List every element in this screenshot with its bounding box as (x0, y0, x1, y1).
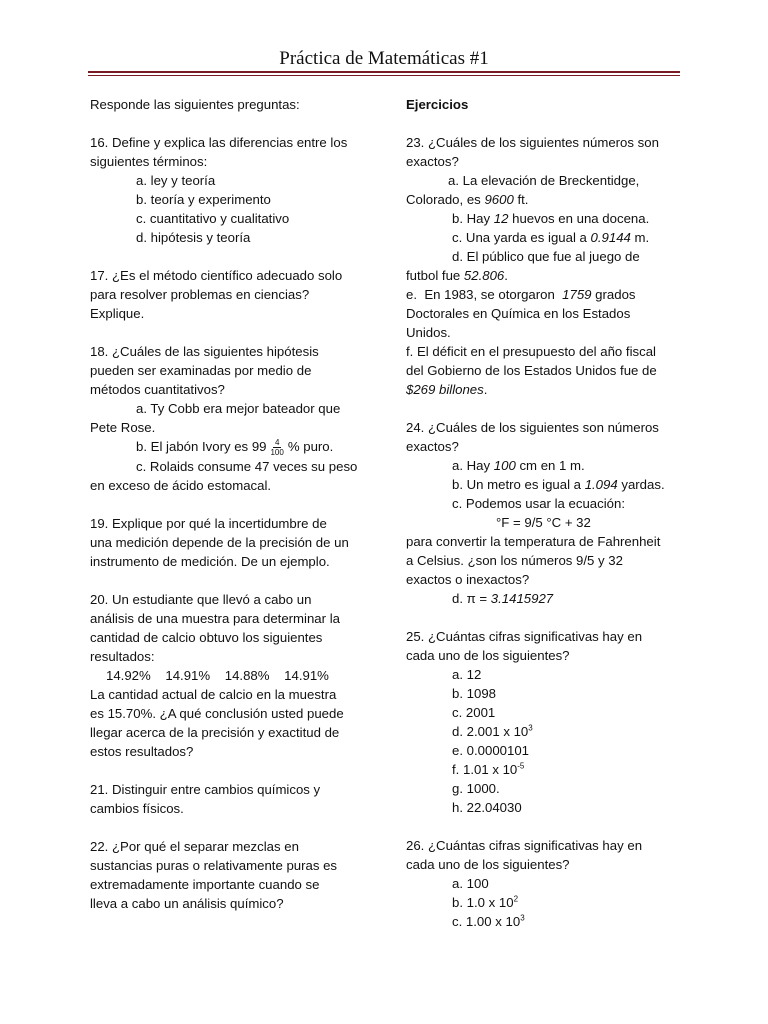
option-e: e. 0.0000101 (452, 743, 530, 758)
question-text: 26. ¿Cuántas cifras significativas hay en (406, 838, 643, 853)
question-17 (90, 266, 380, 323)
option-a: a. La elevación de Breckentidge, (448, 173, 640, 188)
question-text: estos resultados? (90, 744, 194, 760)
question-24 (406, 418, 698, 608)
option-a: a. 12 (452, 667, 482, 682)
question-18 (90, 342, 380, 495)
question-text: una medición depende de la precisión de un (90, 535, 349, 551)
question-text: 16. Define y explica las diferencias entre los (90, 135, 348, 150)
question-text: para resolver problemas en ciencias? (90, 287, 310, 302)
option-d: d. π = 3.1415927 (452, 591, 554, 606)
question-20 (90, 590, 380, 761)
option-f: f. 1.01 x $10^{-5}$ (452, 761, 525, 777)
question-text: pueden ser examinadas por medio de (90, 363, 312, 378)
page-title: Práctica de Matemáticas #1 (279, 48, 489, 69)
option-c: c. Una yarda es igual a 0.9144 m. (452, 230, 650, 245)
option-e-cont: Unidos. (406, 325, 451, 340)
title-rule (88, 71, 680, 73)
option-a: a. Ty Cobb era mejor bateador que (136, 401, 341, 416)
question-text: 17. ¿Es el método científico adecuado solo (90, 268, 343, 283)
question-text: sustancias puras o relativamente puras es (90, 858, 338, 874)
question-text: métodos cuantitativos? (90, 382, 225, 397)
question-22 (90, 837, 380, 913)
section-heading: Ejercicios (406, 97, 469, 112)
question-16 (90, 133, 380, 247)
option-c: c. cuantitativo y cualitativo (136, 211, 290, 226)
option-f: f. El déficit en el presupuesto del año fiscal (406, 344, 656, 359)
option-a: a. 100 (452, 876, 489, 891)
results-values: 14.92% 14.91% 14.88% 14.91% (106, 668, 329, 684)
option-c: c. 1.00 x $10^3$ (452, 913, 525, 929)
option-d-cont: futbol fue 52.806. (406, 268, 508, 283)
option-d: d. hipótesis y teoría (136, 230, 251, 245)
option-b: b. Un metro es igual a 1.094 yardas. (452, 477, 665, 492)
option-c: c. Podemos usar la ecuación: (452, 496, 625, 511)
question-text: 25. ¿Cuántas cifras significativas hay en (406, 629, 643, 644)
question-text: a Celsius. ¿son los números 9/5 y 32 (406, 553, 623, 568)
option-b: b. teoría y experimento (136, 192, 271, 207)
question-text: cantidad de calcio obtuvo los siguientes (90, 630, 323, 646)
question-text: siguientes términos: (90, 154, 208, 169)
option-c-cont: en exceso de ácido estomacal. (90, 478, 272, 494)
question-23 (406, 133, 698, 399)
question-text: 18. ¿Cuáles de las siguientes hipótesis (90, 344, 319, 359)
question-text: cada uno de los siguientes? (406, 648, 570, 663)
fraction: $\frac{4}{100}$ (270, 438, 284, 458)
question-text: La cantidad actual de calcio en la muestra (90, 687, 337, 703)
question-text: Explique. (90, 306, 145, 321)
question-text: análisis de una muestra para determinar la (90, 611, 340, 627)
question-text: cada uno de los siguientes? (406, 857, 570, 872)
option-b: b. 1098 (452, 686, 496, 701)
question-text: exactos? (406, 154, 459, 169)
question-text: resultados: (90, 649, 155, 665)
question-text: lleva a cabo un análisis químico? (90, 896, 284, 912)
question-text: 19. Explique por qué la incertidumbre de (90, 516, 327, 532)
question-21 (90, 780, 380, 818)
option-h: h. 22.04030 (452, 800, 522, 815)
option-a-cont: Pete Rose. (90, 420, 156, 435)
instructions: Responde las siguientes preguntas: (90, 97, 300, 112)
question-text: 21. Distinguir entre cambios químicos y (90, 782, 321, 798)
left-column (90, 95, 380, 913)
question-26 (406, 836, 698, 931)
option-e: e. En 1983, se otorgaron 1759 grados (406, 287, 636, 302)
question-text: 23. ¿Cuáles de los siguientes números son (406, 135, 659, 150)
title-rule-thin (88, 75, 680, 76)
option-d: d. 2.001 x $10^3$ (452, 723, 533, 739)
question-19 (90, 514, 380, 571)
question-text: para convertir la temperatura de Fahrenheit (406, 534, 661, 549)
equation: °F = 9/5 °C + 32 (496, 515, 591, 530)
option-e-cont: Doctorales en Química en los Estados (406, 306, 631, 321)
option-b: b. Hay 12 huevos en una docena. (452, 211, 650, 226)
option-c: c. Rolaids consume 47 veces su peso (136, 459, 358, 475)
question-text: es 15.70%. ¿A qué conclusión usted puede (90, 706, 344, 722)
question-text: llegar acerca de la precisión y exactitud de (90, 725, 340, 741)
option-a: a. ley y teoría (136, 173, 216, 188)
question-text: exactos o inexactos? (406, 572, 530, 587)
option-a: a. Hay 100 cm en 1 m. (452, 458, 585, 473)
question-text: extremadamente importante cuando se (90, 877, 320, 893)
question-text: 22. ¿Por qué el separar mezclas en (90, 839, 299, 855)
question-text: 20. Un estudiante que llevó a cabo un (90, 592, 312, 608)
option-d: d. El público que fue al juego de (452, 249, 640, 264)
question-text: exactos? (406, 439, 459, 454)
question-text: 24. ¿Cuáles de los siguientes son números (406, 420, 659, 435)
option-a-cont: Colorado, es 9600 ft. (406, 192, 529, 207)
option-g: g. 1000. (452, 781, 500, 796)
option-c: c. 2001 (452, 705, 496, 720)
option-b: b. El jabón Ivory es 99 $\frac{4}{100}$ % puro. (136, 438, 334, 458)
option-b: b. 1.0 x $10^2$ (452, 894, 519, 910)
option-f-cont: $269 billones. (406, 382, 488, 397)
question-text: cambios físicos. (90, 801, 184, 817)
question-25 (406, 627, 698, 817)
right-column (406, 95, 698, 931)
question-text: instrumento de medición. De un ejemplo. (90, 554, 330, 570)
option-f-cont: del Gobierno de los Estados Unidos fue de (406, 363, 657, 378)
